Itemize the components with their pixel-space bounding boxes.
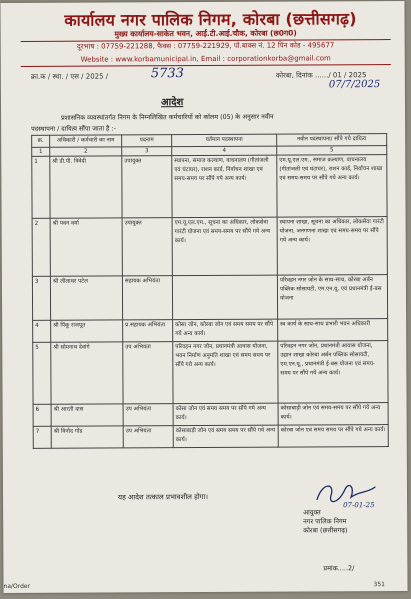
table-row xyxy=(33,319,388,343)
column-number: 5 xyxy=(277,146,387,156)
row-name: श्री विनोद गोंड xyxy=(51,426,123,448)
row-new-posting: परिवहन नगर जोन, प्रधानमंत्री आवास योजना, उद्यान शाखा कोरबा अर्बन पब्लिक सोसायटी, एम.एन.यू., प्रधानमंत्री ई-बस योजना एवं समय-समय पर सौंपे गये अन्य कार्य। xyxy=(278,341,388,404)
order-intro-line-2: पदस्थापना / दायित्व सौंपा जाता है :- xyxy=(31,124,116,133)
row-new-posting: स्व कार्य के साथ-साथ प्रभारी भवन अधिकारी xyxy=(278,319,388,342)
signature-scribble xyxy=(309,479,379,509)
date-label: कोरबा, दिनांक ....../ 01 / 2025 xyxy=(275,71,367,80)
header-designation: पदनाम xyxy=(122,135,172,147)
row-current-posting xyxy=(172,275,277,320)
row-serial: 3 xyxy=(32,276,50,320)
signatory-location: कोरबा (छत्तीसगढ़) xyxy=(303,526,348,535)
row-serial: 7 xyxy=(33,426,51,448)
office-title: कार्यालय नगर पालिक निगम, कोरबा (छत्तीसगढ़) xyxy=(64,9,357,30)
column-number: 3 xyxy=(122,147,172,156)
row-designation: उप अभियंता xyxy=(123,426,173,448)
order-intro-line-1: प्रशासनिक व्यवस्थांतर्गत निगम के निम्नलिखित कर्मचारियों को कॉलम (05) के अनुसार नवीन xyxy=(61,112,274,122)
header-serial: क्र. xyxy=(32,135,50,147)
column-number: 1 xyxy=(32,147,50,156)
row-current-posting: स्थापना, समाज कल्याण, वाचनालय (गीतांजली एवं घंटाघर), राशन कार्ड, निर्वाचन शाखा एवं समय-समय पर सौंपे गये अन्य कार्य। xyxy=(172,155,277,218)
signatory-office: नगर पालिक निगम xyxy=(303,517,347,526)
header-divider-bottom xyxy=(21,64,391,67)
reference-number: 5733 xyxy=(150,66,184,82)
row-new-posting: स्थापना शाखा, सूचना का अधिकार, लोकसेवा गारंटी योजना, जनगणना शाखा एवं समय-समय पर सौंपे गये अन्य कार्य। xyxy=(277,217,387,276)
table-row xyxy=(32,155,387,219)
row-designation: प्र.सहायक अभियंता xyxy=(123,320,173,342)
row-designation: उप अभियंता xyxy=(123,404,173,426)
header-current-posting: वर्तमान पदस्थापना xyxy=(172,134,277,147)
office-address: मुख्य कार्यालय-साकेत भवन, आई.टी.आई.चौक, कोरबा (छ0ग0) xyxy=(114,28,297,39)
row-name: श्री सोमनाथ देवांगे xyxy=(51,342,123,404)
table-row xyxy=(33,425,388,449)
row-current-posting: कोसाबाड़ी जोन एवं समय समय पर सौंपे गये अन्य कार्य। xyxy=(173,425,278,448)
row-current-posting: परिवहन नगर जोन, प्रधानमंत्री आवास योजना, भवन निर्माण अनुमति शाखा एवं समय समय पर सौंपे गये अन्य कार्य। xyxy=(173,341,278,404)
row-designation: सहायक अभियंता xyxy=(122,276,172,320)
reference-label: क्रा.क / स्था. / एस / 2025 / xyxy=(30,72,109,81)
row-current-posting: कोसा जोन, कोरबा जोन एवं समय समय पर सौंपे गये अन्य कार्य। xyxy=(173,319,278,342)
row-name: श्री डी.पी. त्रिवेदी xyxy=(50,156,122,218)
row-name: श्री आरती दास xyxy=(51,404,123,426)
row-new-posting: एम.यू.एल.एम., समाज कल्याण, वाचनालय (गीतांजली एवं घंटाघर), राशन कार्ड, निर्वाचन शाखा एवं समय-समय पर सौंपे गये अन्य कार्य। xyxy=(277,155,387,218)
corner-note: na/Order xyxy=(3,582,31,591)
row-serial: 1 xyxy=(32,156,50,218)
row-name: श्री पवन वर्मा xyxy=(50,218,122,276)
order-heading: आदेश xyxy=(160,97,184,109)
closing-statement: यह आदेश तत्काल प्रभावशील होगा। xyxy=(118,492,209,502)
page-mark: 351 xyxy=(373,581,385,589)
assignment-table xyxy=(31,133,389,449)
row-serial: 5 xyxy=(33,342,51,404)
pramank-number: प्रमांक.....2/ xyxy=(323,564,355,573)
table-row xyxy=(33,341,388,405)
row-serial: 6 xyxy=(33,404,51,426)
table-row xyxy=(33,403,388,427)
handwritten-date: 07/7/2025 xyxy=(328,79,381,91)
row-serial: 2 xyxy=(32,218,50,276)
column-number: 2 xyxy=(50,147,122,156)
row-designation: उपायुक्त xyxy=(122,218,172,276)
row-new-posting: कोसाबाड़ी जोन एवं समय-समय पर सौंपे गये अन्य कार्य। xyxy=(278,403,388,426)
row-new-posting: कोरबा जोन एवं समय समय पर सौंपे गये अन्य कार्य। xyxy=(278,425,388,448)
signatory-title: आयुक्त xyxy=(303,508,321,517)
office-website: Website : www.korbamunicipal.in, Email : corporationkorba@gmail.com xyxy=(80,54,331,64)
row-name: श्री पिंकू राजपूत xyxy=(51,320,123,342)
row-new-posting: परिवहन नगर जोन के साथ-साथ, कोरबा अर्बन पब्लिक सोसायटी, एम.एन.यू. एवं प्रधानमंत्री ई-बस योजना xyxy=(277,275,387,320)
header-new-posting: नवीन पदस्थापना/ सौंपे गये दायित्व xyxy=(277,134,387,147)
table-row xyxy=(32,275,387,321)
header-name: अधिकारी / कर्मचारी का नाम xyxy=(50,135,122,147)
row-current-posting: कोसा जोन एवं समय समय पर सौंपे गये अन्य कार्य। xyxy=(173,403,278,426)
row-designation: उप अभियंता xyxy=(123,342,173,404)
signature-date: 07-01-25 xyxy=(343,501,375,510)
row-current-posting: एम.यू.एल.एम., सूचना का अधिकार, लोकसेवा गारंटी योजना एवं समय-समय पर सौंपे गये अन्य कार्य। xyxy=(172,217,277,276)
row-name: श्री लीलाधर पटेल xyxy=(50,276,122,320)
document-sheet xyxy=(0,1,407,593)
row-designation: उपायुक्त xyxy=(122,156,172,218)
signatory-block xyxy=(303,508,347,535)
column-number: 4 xyxy=(172,146,277,156)
row-serial: 4 xyxy=(33,320,51,342)
table-row xyxy=(32,217,387,277)
office-contact: दूरभाष : 07759-221288, फैक्स : 07759-221929, पो.बाक्स नं. 12 पिन कोड - 495677 xyxy=(76,41,335,51)
